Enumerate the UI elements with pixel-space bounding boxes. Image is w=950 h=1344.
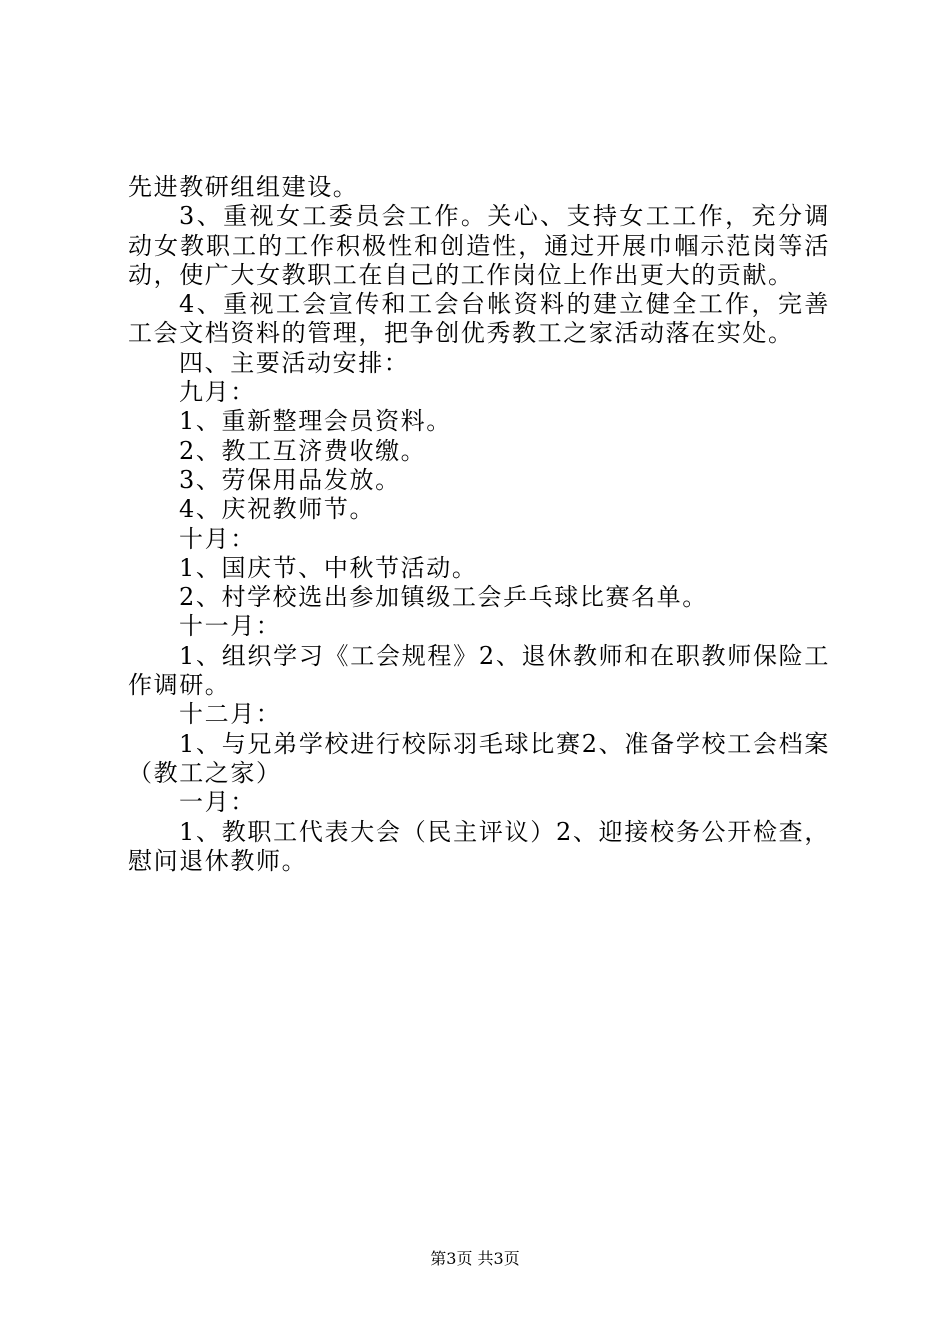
list-item: 4、庆祝教师节。 (179, 495, 376, 524)
month-heading-october: 十月： (179, 524, 256, 553)
list-item: 1、教职工代表大会（民主评议）2、迎接校务公开检查，慰问退休教师。 (128, 817, 830, 875)
month-heading-november: 十一月： (179, 612, 282, 641)
paragraph-item-3: 3、重视女工委员会工作。关心、支持女工工作，充分调动女教职工的工作积极性和创造性，通过开展巾帼示范岗等活动，使广大女教职工在自己的工作岗位上作出更大的贡献。 (128, 202, 830, 289)
list-item: 1、重新整理会员资料。 (179, 407, 452, 436)
month-heading-september: 九月： (179, 378, 256, 407)
document-body (128, 173, 830, 876)
list-item: 1、国庆节、中秋节活动。 (179, 553, 478, 582)
month-heading-january: 一月： (179, 788, 256, 817)
paragraph-continuation: 先进教研组组建设。 (128, 173, 359, 201)
list-item: 1、组织学习《工会规程》2、退休教师和在职教师保险工作调研。 (128, 641, 830, 700)
list-item: 3、劳保用品发放。 (179, 465, 401, 494)
paragraph-item-4: 4、重视工会宣传和工会台帐资料的建立健全工作，完善工会文档资料的管理，把争创优秀教工之家活动落在实处。 (128, 290, 830, 348)
list-item: 1、与兄弟学校进行校际羽毛球比赛2、准备学校工会档案（教工之家） (128, 729, 830, 787)
page-footer: 第3页 共3页 (430, 1249, 520, 1268)
section-heading: 四、主要活动安排： (179, 348, 410, 377)
month-heading-december: 十二月： (179, 700, 282, 729)
list-item: 2、村学校选出参加镇级工会乒乓球比赛名单。 (179, 583, 708, 612)
list-item: 2、教工互济费收缴。 (179, 436, 427, 465)
